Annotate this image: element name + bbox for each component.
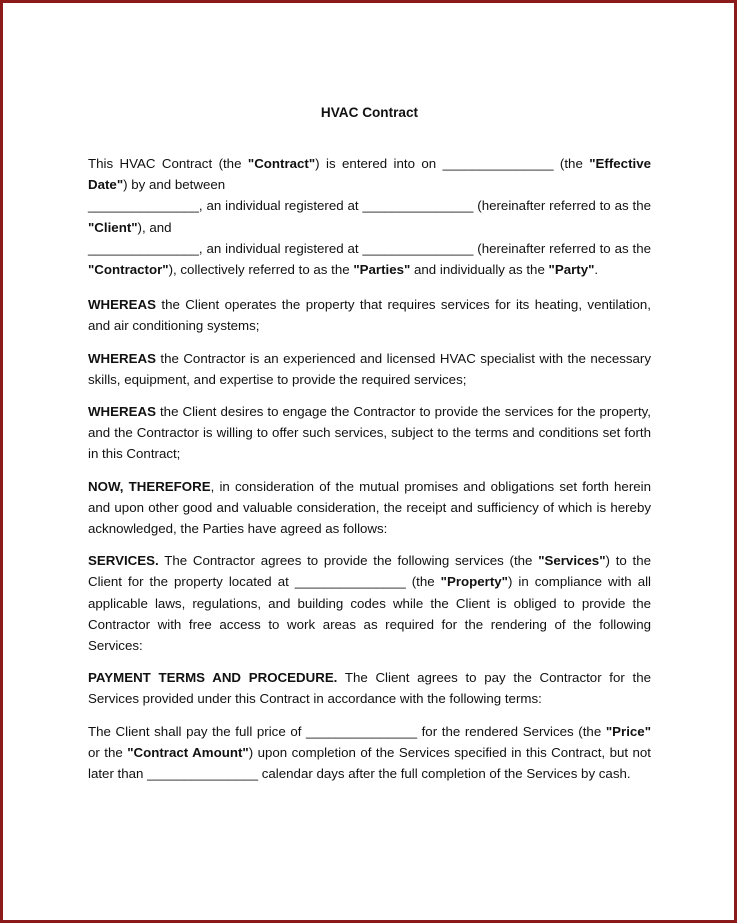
- services-text: The Contractor agrees to provide the following services (the: [158, 553, 539, 569]
- contract-document: [88, 100, 651, 795]
- payment-heading: PAYMENT TERMS AND PROCEDURE.: [88, 670, 338, 686]
- defined-term-contract: "Contract": [247, 156, 316, 171]
- contractor-text: ), collectively referred to as the: [168, 262, 354, 278]
- contractor-text: _______________, an individual registered at _______________ (hereinafter referred to as the: [88, 240, 651, 256]
- defined-term-client: "Client": [88, 219, 138, 235]
- defined-term-property: "Property": [440, 574, 508, 590]
- whereas-text: the Client desires to engage the Contractor to provide the services for the property, and the Contractor is willing to offer such services, subject to the terms and conditions set forth in this Contract;: [88, 404, 651, 462]
- whereas-text: the Client operates the property that requires services for its heating, ventilation, and air conditioning systems;: [88, 297, 651, 334]
- defined-term-parties: "Parties": [353, 262, 411, 278]
- now-therefore-clause: [88, 476, 651, 540]
- intro-paragraph: [88, 153, 651, 195]
- whereas-clause-3: [88, 401, 651, 465]
- price-text: The Client shall pay the full price of _______________ for the rendered Services (the: [88, 723, 606, 739]
- intro-text: ) is entered into on _______________ (the: [315, 156, 590, 171]
- contractor-text: and individually as the: [410, 262, 549, 278]
- defined-term-contract-amount: "Contract Amount": [127, 744, 249, 760]
- price-paragraph: [88, 721, 651, 785]
- price-text: ) upon completion of the Services specified in this Contract, but not later than _______________ calendar days after the full completion of the Services by cash.: [88, 744, 651, 782]
- client-text: ), and: [137, 219, 172, 235]
- contractor-paragraph: [88, 238, 651, 280]
- contractor-text: .: [594, 262, 599, 278]
- whereas-label: WHEREAS: [88, 404, 156, 420]
- services-text: ) to the Client for the property located at _______________ (the: [88, 553, 652, 590]
- services-text: ) in compliance with all applicable laws, regulations, and building codes while the Client is obliged to provide the Contractor with free access to work areas as required for the rendering of the following Services:: [88, 574, 651, 654]
- intro-text: This HVAC Contract (the: [88, 156, 248, 171]
- now-therefore-text: , in consideration of the mutual promises and obligations set forth herein and upon other good and valuable consideration, the receipt and sufficiency of which is hereby acknowledged, the Parties have agreed as follows:: [88, 478, 651, 537]
- whereas-label: WHEREAS: [88, 350, 156, 366]
- payment-section: [88, 667, 651, 709]
- document-title: HVAC Contract: [320, 105, 419, 120]
- whereas-clause-1: [88, 294, 651, 336]
- defined-term-effective-date: "Effective Date": [88, 156, 651, 193]
- defined-term-contractor: "Contractor": [88, 262, 169, 278]
- defined-term-party: "Party": [548, 262, 595, 278]
- price-text: or the: [88, 744, 128, 760]
- services-section: [88, 550, 651, 656]
- now-therefore-label: NOW, THEREFORE: [88, 478, 211, 494]
- defined-term-price: "Price": [605, 723, 651, 739]
- intro-text: ) by and between: [123, 177, 226, 193]
- defined-term-services: "Services": [538, 553, 606, 569]
- whereas-label: WHEREAS: [88, 297, 156, 313]
- payment-text: The Client agrees to pay the Contractor for the Services provided under this Contract in accordance with the following terms:: [88, 670, 651, 707]
- whereas-clause-2: [88, 348, 651, 390]
- client-text: _______________, an individual registered at _______________ (hereinafter referred to as the: [88, 198, 651, 214]
- client-paragraph: [88, 195, 651, 237]
- whereas-text: the Contractor is an experienced and licensed HVAC specialist with the necessary skills, equipment, and expertise to provide the required services;: [88, 350, 651, 387]
- services-heading: SERVICES.: [88, 553, 159, 569]
